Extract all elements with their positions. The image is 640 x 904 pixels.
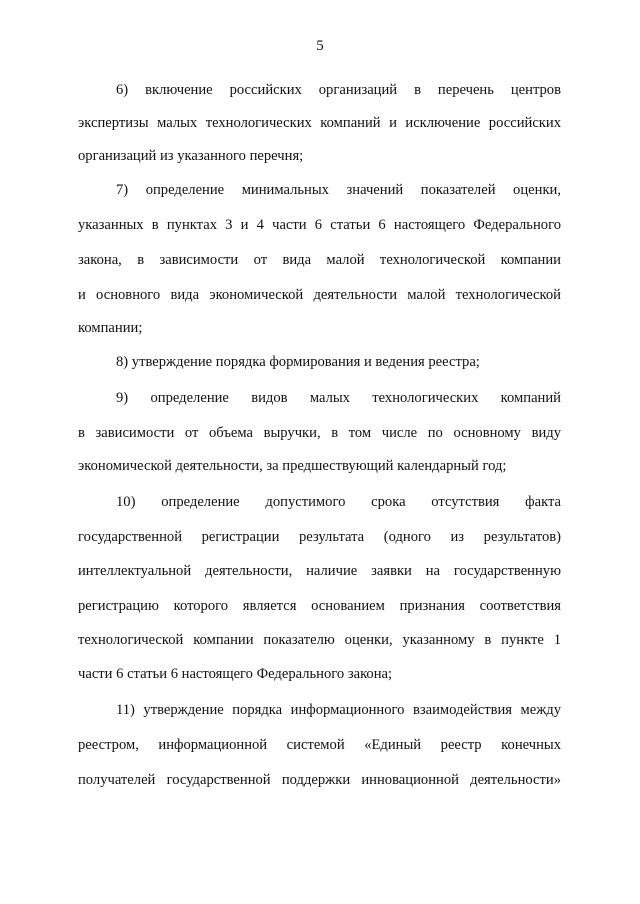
item-7-line-5: компании; <box>78 320 143 336</box>
item-7-line-1: 7) определение минимальных значений показателей оценки, <box>116 182 561 198</box>
item-10-line-6: части 6 статьи 6 настоящего Федерального закона; <box>78 666 393 682</box>
item-6-line-3: организаций из указанного перечня; <box>78 148 304 164</box>
page-number: 5 <box>316 38 324 54</box>
item-11-line-1: 11) утверждение порядка информационного взаимодействия между <box>116 702 561 718</box>
item-6-line-2: экспертизы малых технологических компаний и исключение российских <box>78 115 561 131</box>
item-10-line-5: технологической компании показателю оценки, указанному в пункте 1 <box>78 632 561 648</box>
item-10-line-4: регистрацию которого является основанием признания соответствия <box>78 598 561 614</box>
item-11-line-3: получателей государственной поддержки инновационной деятельности» <box>78 772 561 788</box>
item-10-line-1: 10) определение допустимого срока отсутствия факта <box>116 494 561 510</box>
item-11-line-2: реестром, информационной системой «Единый реестр конечных <box>78 737 561 753</box>
item-7-line-3: закона, в зависимости от вида малой технологической компании <box>78 252 561 268</box>
item-9-line-2: в зависимости от объема выручки, в том числе по основному виду <box>78 425 561 441</box>
item-6-line-1: 6) включение российских организаций в перечень центров <box>116 82 561 98</box>
item-10-line-3: интеллектуальной деятельности, наличие заявки на государственную <box>78 563 561 579</box>
item-8-line-1: 8) утверждение порядка формирования и ведения реестра; <box>116 354 480 370</box>
item-9-line-1: 9) определение видов малых технологических компаний <box>116 390 561 406</box>
item-9-line-3: экономической деятельности, за предшествующий календарный год; <box>78 458 507 474</box>
item-7-line-2: указанных в пунктах 3 и 4 части 6 статьи 6 настоящего Федерального <box>78 217 561 233</box>
item-10-line-2: государственной регистрации результата (одного из результатов) <box>78 529 561 545</box>
item-7-line-4: и основного вида экономической деятельности малой технологической <box>78 287 561 303</box>
